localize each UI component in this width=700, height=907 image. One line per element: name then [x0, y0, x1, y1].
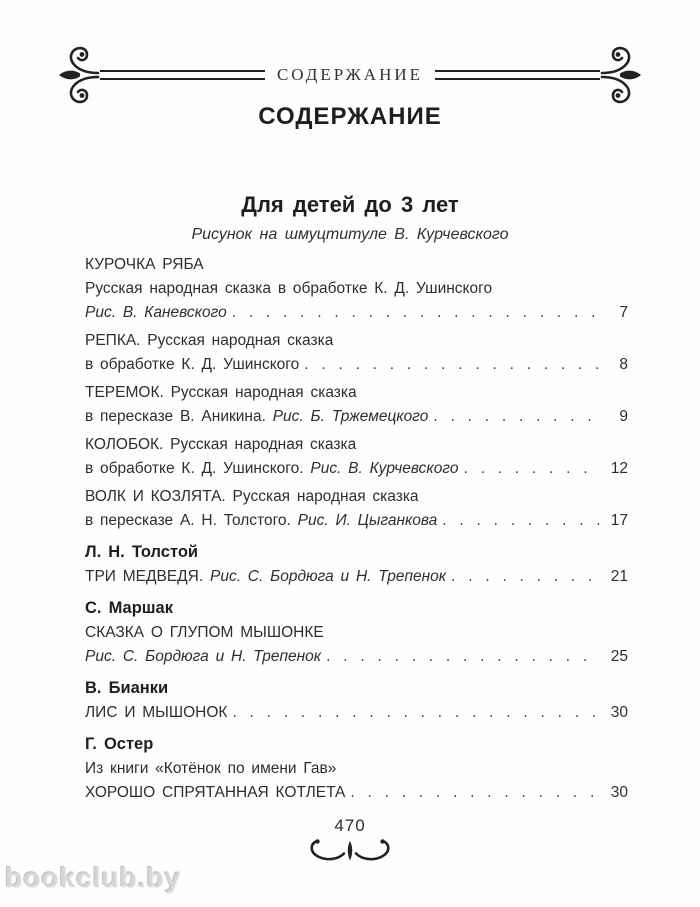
toc-line [85, 381, 628, 405]
entry-text [85, 332, 333, 349]
entry-title-segment: ВОЛК И КОЗЛЯТА. Русская народная сказка [85, 488, 419, 505]
toc-line [85, 701, 628, 725]
illustrator-credit: Рис. Б. Тржемецкого [272, 408, 429, 425]
entry-text [85, 701, 227, 725]
entry-page-number: 30 [610, 784, 628, 801]
toc-line [85, 329, 628, 353]
illustrator-credit: Рис. В. Курчевского [310, 460, 459, 477]
entry-title-segment: в пересказе В. Аникина. [85, 408, 273, 425]
illustrator-credit: Рис. С. Бордюга и Н. Трепенок [209, 568, 447, 585]
toc-line [85, 781, 628, 805]
toc-entry [85, 329, 628, 377]
toc-line [85, 645, 628, 669]
toc-line [85, 277, 628, 301]
toc-list [85, 253, 628, 809]
entry-text [85, 565, 446, 589]
toc-entry [85, 565, 628, 589]
entry-text [85, 760, 336, 777]
entry-title-segment: ЛИС И МЫШОНОК [85, 704, 228, 721]
entry-page-number: 8 [619, 356, 628, 373]
illustrator-credit: Рис. И. Цыганкова [297, 512, 438, 529]
entry-title-segment: РЕПКА. Русская народная сказка [85, 332, 334, 349]
dot-leader [451, 565, 601, 589]
toc-entry [85, 485, 628, 533]
entry-title-segment: КУРОЧКА РЯБА [85, 256, 204, 273]
entry-page-number: 7 [619, 304, 628, 321]
entry-title-segment: Из книги «Котёнок по имени Гав» [85, 760, 337, 777]
header-rule-left [100, 70, 265, 80]
header-flourish-right-icon [600, 44, 642, 106]
dot-leader [304, 353, 601, 377]
entry-text [85, 405, 428, 429]
entry-page-number: 12 [610, 460, 628, 477]
watermark: bookclub.by [5, 862, 181, 893]
entry-title-segment: Русская народная сказка в обработке К. Д. Ушинского [85, 280, 493, 297]
entry-title-segment: в пересказе А. Н. Толстого. [85, 512, 298, 529]
author-heading: Г. Остер [85, 735, 154, 753]
entry-title-segment: КОЛОБОК. Русская народная сказка [85, 436, 357, 453]
dot-leader [326, 645, 601, 669]
toc-line [85, 565, 628, 589]
dot-leader [232, 701, 601, 725]
entry-title-segment: в обработке К. Д. Ушинского [85, 356, 300, 373]
entry-text [85, 457, 458, 481]
entry-title-segment: СКАЗКА О ГЛУПОМ МЫШОНКЕ [85, 624, 324, 641]
entry-text [85, 781, 345, 805]
entry-text [85, 353, 299, 377]
dot-leader [350, 781, 601, 805]
entry-text [85, 384, 357, 401]
header-rule-right [435, 70, 600, 80]
toc-entry [85, 433, 628, 481]
entry-text [85, 645, 321, 669]
folio-page-number: 470 [334, 816, 366, 835]
toc-line [85, 301, 628, 325]
toc-line [85, 457, 628, 481]
entry-title-segment: ХОРОШО СПРЯТАННАЯ КОТЛЕТА [85, 784, 346, 801]
toc-entry [85, 621, 628, 669]
entry-text [85, 280, 492, 297]
entry-text [85, 624, 324, 641]
entry-text [85, 488, 419, 505]
toc-entry [85, 381, 628, 429]
toc-line [85, 253, 628, 277]
toc-entry [85, 253, 628, 325]
tailpiece-flourish-icon [308, 838, 392, 864]
toc-entry [85, 701, 628, 725]
page-header [58, 44, 642, 106]
entry-page-number: 17 [610, 512, 628, 529]
entry-title-segment: в обработке К. Д. Ушинского. [85, 460, 311, 477]
header-flourish-left-icon [58, 44, 100, 106]
toc-line [85, 509, 628, 533]
entry-title-segment: ТРИ МЕДВЕДЯ. [85, 568, 210, 585]
running-head: СОДЕРЖАНИЕ [276, 65, 424, 84]
entry-text [85, 256, 204, 273]
entry-title-segment: ТЕРЕМОК. Русская народная сказка [85, 384, 357, 401]
dot-leader [433, 405, 601, 429]
toc-line [85, 757, 628, 781]
entry-page-number: 30 [610, 704, 628, 721]
author-heading: Л. Н. Толстой [85, 543, 199, 561]
entry-text [85, 436, 356, 453]
entry-page-number: 9 [619, 408, 628, 425]
author-heading: С. Маршак [85, 599, 173, 617]
toc-line [85, 433, 628, 457]
section-heading: Для детей до 3 лет [241, 192, 459, 217]
page-title: СОДЕРЖАНИЕ [258, 103, 442, 130]
toc-line [85, 485, 628, 509]
dot-leader [232, 301, 601, 325]
dot-leader [442, 509, 601, 533]
toc-entry [85, 757, 628, 805]
author-heading: В. Бианки [85, 679, 169, 697]
section-subheading: Рисунок на шмуцтитуле В. Курчевского [191, 226, 509, 243]
entry-page-number: 25 [610, 648, 628, 665]
toc-line [85, 353, 628, 377]
dot-leader [463, 457, 601, 481]
entry-text [85, 301, 227, 325]
entry-text [85, 509, 437, 533]
toc-line [85, 621, 628, 645]
entry-page-number: 21 [610, 568, 628, 585]
illustrator-credit: Рис. В. Каневского [85, 304, 227, 321]
toc-line [85, 405, 628, 429]
illustrator-credit: Рис. С. Бордюга и Н. Трепенок [85, 648, 322, 665]
